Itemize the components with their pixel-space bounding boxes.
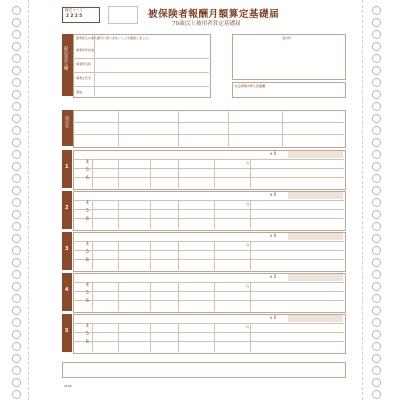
sprocket-hole: [12, 306, 21, 315]
row-month-digit: 6: [86, 258, 89, 263]
item-col-1: [118, 110, 119, 146]
item-col-3: [228, 110, 229, 146]
row-rule: [73, 300, 344, 301]
sprocket-hole: [372, 270, 381, 279]
row-col-rule: [118, 200, 119, 229]
field-owner-label: 事業主氏名: [76, 76, 92, 80]
row-rule: [73, 323, 344, 324]
row-multiplier-mark: x 0: [270, 233, 277, 238]
sprocket-hole: [372, 174, 381, 183]
row-col-rule: [250, 323, 251, 352]
sprocket-hole: [12, 54, 21, 63]
sprocket-hole: [372, 342, 381, 351]
sprocket-hole: [12, 282, 21, 291]
sprocket-hole: [12, 42, 21, 51]
row-rule: [73, 250, 344, 251]
sprocket-hole: [12, 330, 21, 339]
row-col-rule: [178, 159, 179, 188]
sprocket-hole: [372, 186, 381, 195]
row-col-rule: [214, 323, 215, 352]
row-month-digit: 6: [86, 299, 89, 304]
row-shaded-field: [288, 233, 343, 240]
row-col-rule: [118, 323, 119, 352]
row-col-rule: [92, 282, 93, 311]
row-rule: [73, 200, 344, 201]
form-code-digits: 2225: [66, 13, 84, 18]
sprocket-hole: [372, 222, 381, 231]
row-multiplier-mark: x 0: [270, 274, 277, 279]
row-rule: [73, 341, 344, 342]
row-month-digit: 5: [86, 209, 89, 214]
sprocket-hole: [12, 366, 21, 375]
row-multiplier-mark: x 0: [270, 151, 277, 156]
sprocket-hole: [372, 114, 381, 123]
sprocket-hole: [12, 294, 21, 303]
row-yen-unit: 円: [246, 284, 250, 288]
submitter-tab-label: 提出者記入欄: [64, 46, 69, 70]
row-month-digit: 5: [86, 291, 89, 296]
sprocket-hole: [12, 18, 21, 27]
form-code-label: 様式コード: [65, 8, 83, 12]
sprocket-hole: [12, 210, 21, 219]
receipt-stamp-box: [232, 34, 346, 80]
row-col-rule: [214, 282, 215, 311]
item-col-4: [282, 110, 283, 146]
row-col-rule: [150, 159, 151, 188]
sprocket-hole: [12, 102, 21, 111]
sprocket-hole: [12, 234, 21, 243]
row-col-rule: [150, 200, 151, 229]
sprocket-hole: [372, 30, 381, 39]
item-rule-1: [73, 122, 344, 123]
sprocket-hole: [12, 138, 21, 147]
sprocket-hole: [372, 330, 381, 339]
row-col-rule: [178, 323, 179, 352]
sprocket-hole: [12, 114, 21, 123]
sprocket-hole: [372, 234, 381, 243]
row-number: 5: [65, 328, 69, 334]
row-col-rule: [214, 159, 215, 188]
row-number: 1: [65, 164, 69, 170]
item-header-box: [73, 110, 346, 148]
sprocket-hole: [12, 198, 21, 207]
row-rule: [73, 168, 344, 169]
row-col-rule: [178, 282, 179, 311]
sprocket-hole: [12, 258, 21, 267]
row-month-digit: 5: [86, 168, 89, 173]
row-col-rule: [178, 241, 179, 270]
row-number: 4: [65, 287, 69, 293]
sprocket-hole: [372, 258, 381, 267]
row-rule: [73, 241, 344, 242]
row-col-rule: [92, 323, 93, 352]
row-rule: [73, 218, 344, 219]
row-yen-unit: 円: [246, 202, 250, 206]
row-number: 2: [65, 205, 69, 211]
row-col-rule: [118, 241, 119, 270]
row-col-rule: [250, 282, 251, 311]
row-multiplier-mark: x 0: [270, 315, 277, 320]
sprocket-hole: [372, 210, 381, 219]
row-col-rule: [92, 241, 93, 270]
item-col-2: [178, 110, 179, 146]
sprocket-hole: [372, 90, 381, 99]
submitter-col-rule: [94, 34, 95, 96]
sprocket-hole: [12, 318, 21, 327]
sprocket-hole: [12, 126, 21, 135]
sprocket-hole: [12, 90, 21, 99]
sprocket-hole: [12, 174, 21, 183]
row-rule: [73, 159, 344, 160]
sprocket-hole: [12, 246, 21, 255]
footer-box: [62, 362, 346, 378]
sprocket-hole: [372, 162, 381, 171]
sprocket-hole: [372, 66, 381, 75]
receipt-label: 受付印: [282, 36, 292, 40]
sprocket-hole: [372, 294, 381, 303]
sprocket-hole: [372, 126, 381, 135]
row-col-rule: [250, 200, 251, 229]
row-month-digit: 4: [86, 242, 89, 247]
sprocket-hole: [12, 378, 21, 387]
row-month-digit: 5: [86, 332, 89, 337]
sprocket-hole: [12, 186, 21, 195]
left-perforation: [28, 0, 29, 400]
sprocket-hole: [12, 222, 21, 231]
sprocket-hole: [12, 270, 21, 279]
row-month-digit: 6: [86, 176, 89, 181]
item-rule-2: [73, 134, 344, 135]
row-col-rule: [250, 159, 251, 188]
right-perforation: [362, 0, 363, 400]
sprocket-hole: [372, 78, 381, 87]
header-stamp-area: [108, 6, 138, 24]
sprocket-hole: [372, 6, 381, 15]
row-rule: [73, 332, 344, 333]
sprocket-hole: [12, 342, 21, 351]
footer-code: 2225: [64, 384, 72, 388]
row-shaded-field: [288, 274, 343, 281]
row-month-digit: 4: [86, 283, 89, 288]
submitter-note: 届書記入の個人番号に誤りがないことを確認しました。: [76, 36, 152, 40]
sprocket-hole: [372, 54, 381, 63]
row-yen-unit: 円: [246, 243, 250, 247]
sprocket-hole: [12, 150, 21, 159]
agent-label: 社会保険労務士記載欄: [235, 84, 266, 88]
form-subtitle: 70歳以上被用者算定基礎届: [172, 21, 241, 27]
sprocket-hole: [372, 390, 381, 399]
sprocket-hole: [372, 318, 381, 327]
row-month-digit: 4: [86, 201, 89, 206]
row-month-digit: 5: [86, 250, 89, 255]
item-tab-label: 項目名: [65, 116, 70, 128]
row-col-rule: [214, 241, 215, 270]
row-yen-unit: 円: [246, 325, 250, 329]
row-col-rule: [92, 159, 93, 188]
row-col-rule: [150, 282, 151, 311]
sprocket-hole: [372, 198, 381, 207]
sprocket-hole: [372, 18, 381, 27]
field-name-label: 事業所名称: [76, 62, 92, 66]
sprocket-hole: [12, 78, 21, 87]
sprocket-hole: [372, 282, 381, 291]
sprocket-hole: [12, 66, 21, 75]
row-rule: [73, 259, 344, 260]
row-col-rule: [150, 241, 151, 270]
row-shaded-field: [288, 151, 343, 158]
row-number: 3: [65, 246, 69, 252]
sprocket-hole: [372, 246, 381, 255]
sprocket-hole: [372, 102, 381, 111]
row-rule: [73, 209, 344, 210]
row-rule: [73, 177, 344, 178]
row-col-rule: [118, 282, 119, 311]
row-month-digit: 4: [86, 160, 89, 165]
sprocket-hole: [372, 354, 381, 363]
sprocket-hole: [12, 6, 21, 15]
field-address-label: 事業所所在地: [76, 48, 95, 52]
sprocket-hole: [372, 42, 381, 51]
row-col-rule: [118, 159, 119, 188]
row-yen-unit: 円: [246, 161, 250, 165]
row-rule: [73, 291, 344, 292]
row-col-rule: [150, 323, 151, 352]
row-shaded-field: [288, 192, 343, 199]
row-month-digit: 6: [86, 217, 89, 222]
row-col-rule: [250, 241, 251, 270]
row-month-digit: 4: [86, 324, 89, 329]
sprocket-hole: [12, 354, 21, 363]
sprocket-hole: [372, 366, 381, 375]
sprocket-hole: [12, 390, 21, 399]
row-rule: [73, 282, 344, 283]
sprocket-hole: [372, 378, 381, 387]
row-month-digit: 6: [86, 340, 89, 345]
sprocket-hole: [12, 30, 21, 39]
sprocket-hole: [372, 138, 381, 147]
sprocket-hole: [12, 162, 21, 171]
sprocket-hole: [372, 306, 381, 315]
sprocket-hole: [372, 150, 381, 159]
row-shaded-field: [288, 315, 343, 322]
row-col-rule: [92, 200, 93, 229]
row-multiplier-mark: x 0: [270, 192, 277, 197]
form-title: 被保険者報酬月額算定基礎届: [148, 9, 280, 20]
row-col-rule: [214, 200, 215, 229]
row-col-rule: [178, 200, 179, 229]
field-phone-label: 電話: [76, 90, 83, 94]
